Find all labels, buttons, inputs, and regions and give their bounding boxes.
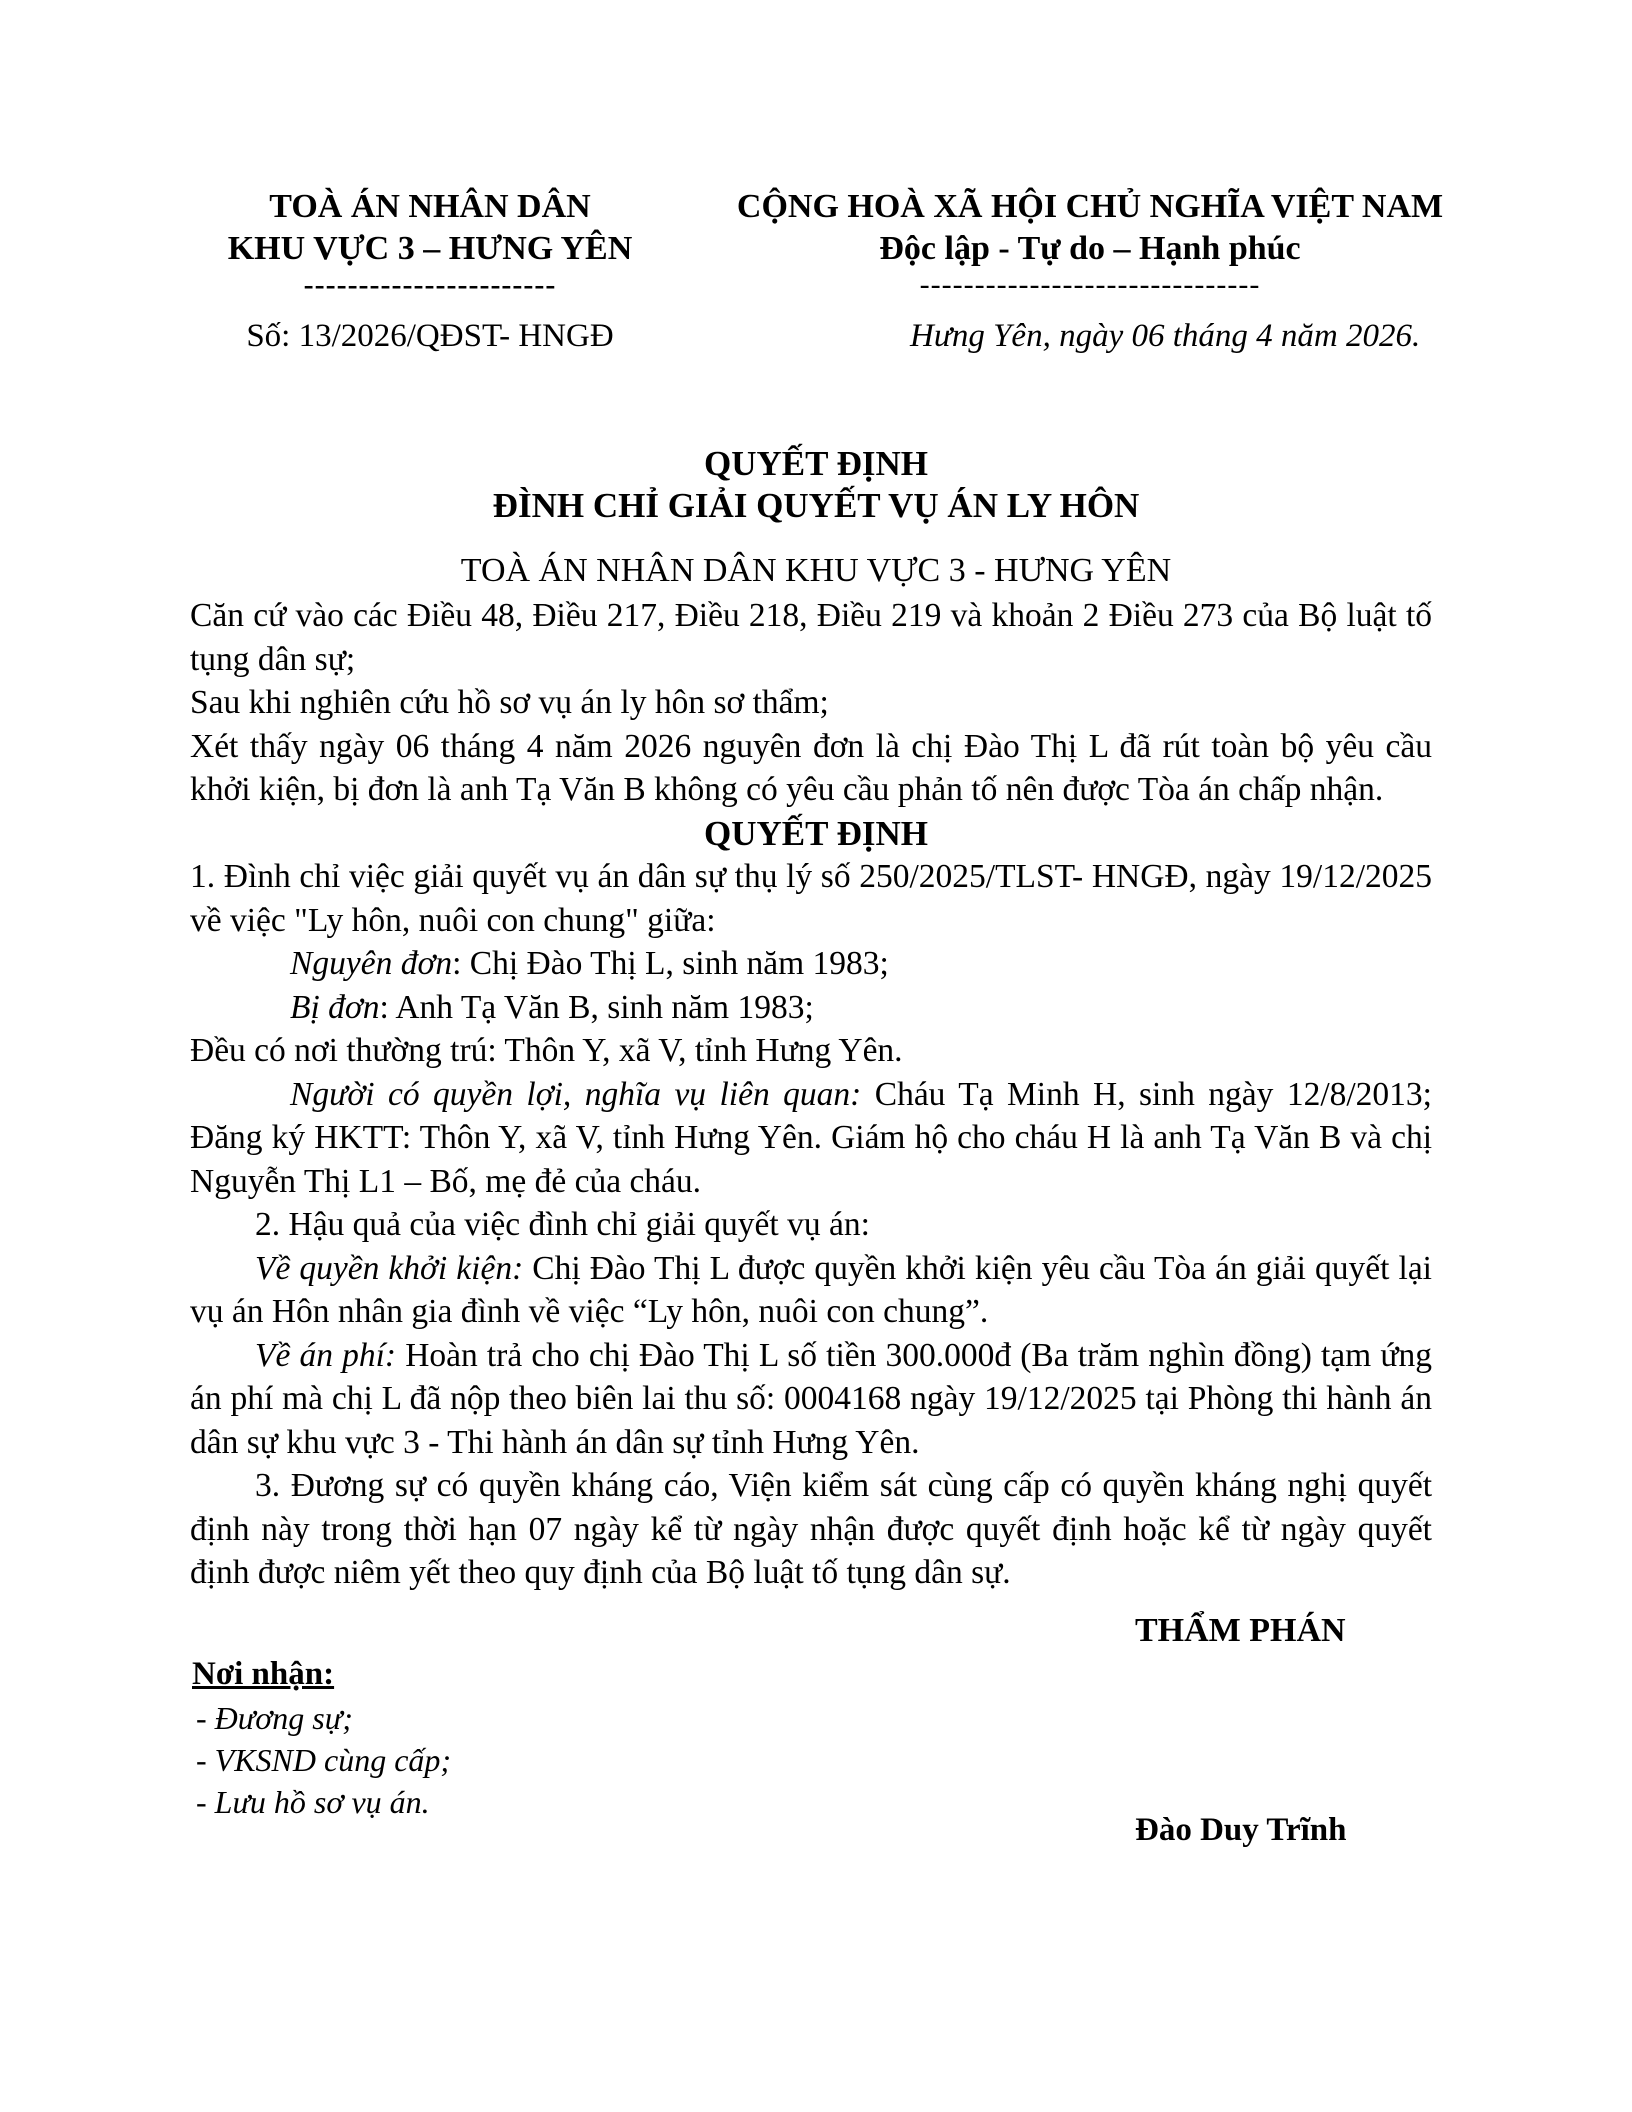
defendant-text: : Anh Tạ Văn B, sinh năm 1983; [379, 988, 814, 1026]
court-divider: ----------------------- [303, 268, 557, 301]
place-date: Hưng Yên, ngày 06 tháng 4 năm 2026. [910, 318, 1421, 354]
recipient-item: - Đương sự; [196, 1700, 353, 1736]
related-party [190, 1073, 1432, 1204]
decision-item-3: 3. Đương sự có quyền kháng cáo, Viện kiểm sát cùng cấp có quyền kháng nghị quyết định này trong thời hạn 07 ngày kể từ ngày nhận được quyết định hoặc kể từ ngày quyết định được niêm yết theo quy định của Bộ luật tố tụng dân sự. [190, 1467, 1432, 1591]
decision-number: Số: 13/2026/QĐST- HNGĐ [246, 318, 614, 354]
recipients-heading: Nơi nhận: [192, 1656, 335, 1692]
right-label: Về quyền khởi kiện: [255, 1249, 524, 1287]
recipient-item: - Lưu hồ sơ vụ án. [196, 1784, 430, 1820]
decision-item-1: 1. Đình chỉ việc giải quyết vụ án dân sự thụ lý số 250/2025/TLST- HNGĐ, ngày 19/12/2025 về việc "Ly hôn, nuôi con chung" giữa: [190, 858, 1432, 939]
right-text: Chị Đào Thị L được quyền khởi kiện yêu cầu Tòa án giải quyết lại vụ án Hôn nhân gia đình về việc “Ly hôn, nuôi con chung”. [190, 1249, 1432, 1330]
recipient-item: - VKSND cùng cấp; [196, 1742, 452, 1778]
preamble-legal-basis: Căn cứ vào các Điều 48, Điều 217, Điều 218, Điều 219 và khoản 2 Điều 273 của Bộ luật tố tụng dân sự; [190, 597, 1432, 678]
decision-heading: QUYẾT ĐỊNH [704, 813, 928, 853]
defendant-label: Bị đơn [290, 988, 380, 1026]
issuing-court: TOÀ ÁN NHÂN DÂN KHU VỰC 3 - HƯNG YÊN [460, 552, 1172, 589]
plaintiff-line [190, 942, 1432, 986]
court-name-line2: KHU VỰC 3 – HƯNG YÊN [227, 230, 633, 267]
document-body [190, 594, 1432, 1595]
doc-subtitle: ĐÌNH CHỈ GIẢI QUYẾT VỤ ÁN LY HÔN [492, 486, 1140, 525]
defendant-line [190, 986, 1432, 1030]
doc-title: QUYẾT ĐỊNH [704, 444, 928, 483]
judge-title: THẨM PHÁN [1135, 1612, 1346, 1649]
right-to-sue [190, 1247, 1432, 1334]
residence-line: Đều có nơi thường trú: Thôn Y, xã V, tỉnh Hưng Yên. [190, 1032, 903, 1069]
plaintiff-label: Nguyên đơn [290, 945, 453, 982]
fee-text: Hoàn trả cho chị Đào Thị L số tiền 300.000đ (Ba trăm nghìn đồng) tạm ứng án phí mà chị L đã nộp theo biên lai thu số: 0004168 ngày 19/12/2025 tại Phòng thi hành án dân sự khu vực 3 - Thi hành án dân sự tỉnh Hưng Yên. [190, 1336, 1432, 1461]
related-text: Cháu Tạ Minh H, sinh ngày 12/8/2013; Đăng ký HKTT: Thôn Y, xã V, tỉnh Hưng Yên. Giám hộ cho cháu H là anh Tạ Văn B và chị Nguyễn Thị L1 – Bố, mẹ đẻ của cháu. [190, 1075, 1432, 1200]
decision-item-2: 2. Hậu quả của việc đình chỉ giải quyết vụ án: [255, 1206, 870, 1243]
nation-motto: Độc lập - Tự do – Hạnh phúc [879, 230, 1301, 267]
nation-divider: ------------------------------- [919, 268, 1261, 301]
preamble-consideration: Xét thấy ngày 06 tháng 4 năm 2026 nguyên đơn là chị Đào Thị L đã rút toàn bộ yêu cầu khởi kiện, bị đơn là anh Tạ Văn B không có yêu cầu phản tố nên được Tòa án chấp nhận. [190, 727, 1432, 808]
nation-name: CỘNG HOÀ XÃ HỘI CHỦ NGHĨA VIỆT NAM [736, 188, 1444, 225]
fee-label: Về án phí: [255, 1336, 397, 1374]
preamble-review: Sau khi nghiên cứu hồ sơ vụ án ly hôn sơ thẩm; [190, 684, 829, 721]
plaintiff-text: : Chị Đào Thị L, sinh năm 1983; [452, 945, 889, 982]
judge-name: Đào Duy Trĩnh [1135, 1812, 1347, 1848]
court-fee [190, 1334, 1432, 1465]
related-label: Người có quyền lợi, nghĩa vụ liên quan: [290, 1075, 862, 1113]
court-name-line1: TOÀ ÁN NHÂN DÂN [269, 188, 591, 225]
